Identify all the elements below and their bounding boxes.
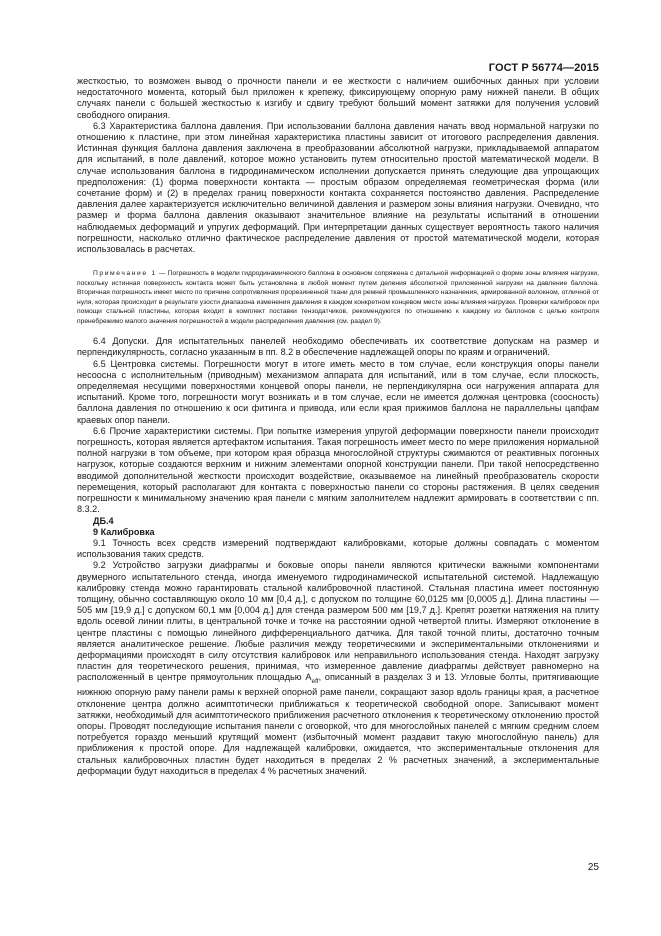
- note-1: [77, 269, 599, 326]
- page-body: [77, 76, 599, 777]
- note-text: — Погрешность в модели гидродинамического баллона в основном сопряжена с детальной информацией о форме зоны влияния нагрузки, поскольку истинная поверхность контакта может быть установлена в любой момент путем деления абсолютной приложенной нагрузки на давление баллона. Вторичная погрешность имеет место по причине сопротивления прорезиненной ткани для ремней промышленного назначения, армированной волокном, отличной от нуля, которая происходит в результате узости диапазона изменения давления в каждом конкретном концевом месте зоны влияния нагрузки. Проверки калибровок при помощи стальной пластины, которая входит в комплект поставки тензодатчиков, рекомендуются по отношению к каждому из баллонов с целью контроля пренебрежимо малого значения погрешностей в модели распределения давления (см. раздел 9).: [77, 270, 599, 325]
- paragraph-continued: жесткостью, то возможен вывод о прочности панели и ее жесткости с наличием ошибочных данных при условии недостаточного момента, который был приложен к крепежу, фиксирующему опорную раму нижней панели. В общих случаях панели с большей жесткостью к изгибу и сдвигу требуют больший момент затяжки для получения условий свободного опирания.: [77, 76, 599, 120]
- document-id: ГОСТ Р 56774—2015: [488, 62, 599, 74]
- note-label: Примечание 1: [93, 270, 157, 278]
- paragraph-9-2: [77, 560, 599, 777]
- paragraph-9-2-part-a: 9.2 Устройство загрузки диафрагмы и боковые опоры панели являются критически важными компонентами двумерного испытательного стенда, иногда именуемого гидродинамической испытательной системой. Надлежащую калибровку стенда можно гарантировать стальной калибровочной пластиной. Стальная пластина имеет постоянную толщину, обычно составляющую около 10 мм [0,4 д.], с допуском по толщине 60,0125 мм [0,0005 д.]. Длина пластины — 505 мм [19,9 д.] с допуском 60,1 мм [0,004 д.] для стенда размером 500 мм [19,7 д.]. Крепят розетки натяжения на плиту вдоль осевой линии плиты, в центральной точке и точке на расстоянии одной четвертой плиты. Измеряют отклонение в центре пластины с помощью линейного дифференциального датчика. Для такой точной плиты, достаточно точным является аналитическое решение. Любые различия между теоретическими и экспериментальными отклонениями и деформациями происходят в силу отсутствия калибровок или неправильного использования стенда. Находят загрузку пластин для теоретического решения, принимая, что измеренное давление диафрагмы действует равномерно на расположенный в центре прямоугольник площадью A: [77, 560, 599, 683]
- paragraph-6-4: 6.4 Допуски. Для испытательных панелей необходимо обеспечивать их соответствие допускам на размер и перпендикулярность, согласно указанным в пп. 8.2 в обеспечение надлежащей опоры по краям и ограничений.: [77, 336, 599, 358]
- paragraph-9-1: 9.1 Точность всех средств измерений подтверждают калибровками, которые должны совпадать с моментом использования таких средств.: [77, 537, 599, 560]
- section-9-title: 9 Калибровка: [93, 526, 155, 537]
- paragraph-9-2-part-b: , описанный в разделах 3 и 13. Угловые болты, притягивающие нижнюю опорную раму панели рамы к верхней опорной раме панели, сокращают зазор вдоль границы края, а расчетное отклонение центра должно асимптотически приближаться к теоретической свободной опоре. Записывают момент затяжки, необходимый для асимптотического приближения расчетного отклонения к теоретическому отклонению простой опоры. Проводят последующие испытания панели с оговоркой, что для многослойных панелей с мягким средним слоем потребуется гораздо меньший крутящий момент (избыточный момент раздавит такую многослойную панель) для приближения к простой опоре. Для надлежащей калибровки, ожидается, что экспериментальные отклонения для стальных калибровочных пластин будет находиться в пределах 2 % расчетных значений, а экспериментальные деформации будут находиться в пределах 4 % расчетных значений.: [77, 672, 600, 776]
- page-number: 25: [587, 862, 599, 873]
- paragraph-6-6: 6.6 Прочие характеристики системы. При попытке измерения упругой деформации поверхности панели происходит погрешность, которая является артефактом испытания. Такая погрешность имеет место по мере приложения нормальной полной нагрузки в том объеме, при котором края образца многослойной структуры сжимаются от реактивных погонных нагрузок, которые создаются верхним и нижним элементами опорной конструкции панели. При такой непосредственно вводимой дополнительной жесткости происходит воздействие, оказываемое на линейный преобразователь скорости перемещения, который располагают для контакта с поверхностью панели со стороны растяжения. В целях сведения погрешности к минимальному значению края панели с мягким заполнителем надлежит армировать в соответствии с пп. 8.3.2.: [77, 425, 599, 515]
- section-db4: ДБ.4: [93, 515, 114, 526]
- paragraph-6-3: 6.3 Характеристика баллона давления. При использовании баллона давления начать ввод нормальной нагрузки по отношению к пластине, при этом линейная характеристика пластины зависит от итогового распределения давления. Истинная функция баллона давления заключена в преобразовании абсолютной нагрузки, прикладываемой аппаратом для испытаний, в поле давлений, которое можно установить путем относительно простой математической модели. В случае использования баллона в гидродинамическом исполнении допускается принять следующие два упрощающих предположения: (1) форма поверхности контакта — простым образом определяемая геометрическая форма (или сочетание форм) и (2) в пределах границ поверхности контакта сохраняется постоянство давления. Распределение давления далее характеризуется исключительно величиной давления и размером зоны влияния нагрузки. Очевидно, что размер и форма баллона давления оказывают значительное влияние на результаты испытаний в отношении наблюдаемых деформаций и упругих деформаций. При интерпретации данных существует вероятность такого наличия погрешности, насколько отлично фактическое распределение давления от простой математической модели, которая использовалась в расчетах.: [77, 120, 599, 255]
- subscript-eff: eff: [311, 678, 319, 686]
- paragraph-6-5: 6.5 Центровка системы. Погрешности могут в итоге иметь место в том случае, если конструкция опоры панели несоосна с исполнительным (приводным) механизмом аппарата для испытаний, или в том случае, если плоскость, определяемая несущими поверхностями концевой опоры панели, не перпендикулярна оси нагружения аппарата для испытаний. Кроме того, погрешности могут возникать и в том случае, если не имеется должная центровка (соосность) баллона давления по отношению к оси фитинга и привода, или если края прижимов баллона не параллельны цапфам краевых опор панели.: [77, 358, 599, 425]
